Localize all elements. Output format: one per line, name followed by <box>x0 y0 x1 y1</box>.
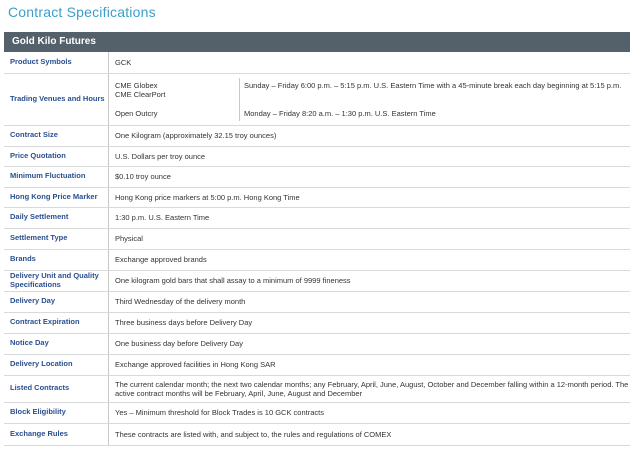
table-row <box>4 52 630 73</box>
row-value: One business day before Delivery Day <box>109 333 631 354</box>
table-row <box>4 423 630 445</box>
table-row <box>4 228 630 249</box>
row-label: Delivery Location <box>4 354 109 375</box>
row-label: Contract Expiration <box>4 312 109 333</box>
row-value <box>109 73 631 125</box>
row-value: 1:30 p.m. U.S. Eastern Time <box>109 207 631 228</box>
row-value: These contracts are listed with, and subject to, the rules and regulations of COMEX <box>109 423 631 445</box>
row-label: Price Quotation <box>4 146 109 166</box>
row-value: Physical <box>109 228 631 249</box>
venue-names: Open Outcry <box>115 108 158 118</box>
row-label: Listed Contracts <box>4 375 109 402</box>
row-value: Hong Kong price markers at 5:00 p.m. Hong Kong Time <box>109 187 631 207</box>
venue-hours: Sunday – Friday 6:00 p.m. – 5:15 p.m. U.S. Eastern Time with a 45-minute break each day beginning at 5:15 p.m. <box>244 80 622 90</box>
table-row <box>4 207 630 228</box>
row-label: Exchange Rules <box>4 423 109 445</box>
table-row <box>4 333 630 354</box>
venue-names: CME Globex CME ClearPort <box>115 80 166 99</box>
row-value: One kilogram gold bars that shall assay to a minimum of 9999 fineness <box>109 270 631 291</box>
table-header: Gold Kilo Futures <box>4 32 630 52</box>
spec-table <box>4 32 630 446</box>
page-title: Contract Specifications <box>8 4 156 20</box>
row-label: Product Symbols <box>4 52 109 73</box>
table-row <box>4 166 630 187</box>
row-value: One Kilogram (approximately 32.15 troy ounces) <box>109 125 631 146</box>
row-label: Delivery Day <box>4 291 109 312</box>
row-label: Block Eligibility <box>4 402 109 423</box>
table-row <box>4 146 630 166</box>
table-row <box>4 375 630 402</box>
table-row <box>4 354 630 375</box>
row-label: Brands <box>4 249 109 270</box>
row-label: Settlement Type <box>4 228 109 249</box>
row-value: Exchange approved brands <box>109 249 631 270</box>
table-row <box>4 402 630 423</box>
row-label: Daily Settlement <box>4 207 109 228</box>
row-value: Exchange approved facilities in Hong Kong SAR <box>109 354 631 375</box>
venue-hours: Monday – Friday 8:20 a.m. – 1:30 p.m. U.S. Eastern Time <box>244 108 436 118</box>
row-value: Third Wednesday of the delivery month <box>109 291 631 312</box>
table-row <box>4 187 630 207</box>
row-label: Notice Day <box>4 333 109 354</box>
row-label: Delivery Unit and Quality Specifications <box>4 270 109 291</box>
table-row <box>4 312 630 333</box>
row-label: Contract Size <box>4 125 109 146</box>
row-label: Trading Venues and Hours <box>4 73 109 125</box>
row-value: $0.10 troy ounce <box>109 166 631 187</box>
table-row <box>4 249 630 270</box>
row-label: Hong Kong Price Marker <box>4 187 109 207</box>
spec-rows <box>4 52 630 446</box>
row-label: Minimum Fluctuation <box>4 166 109 187</box>
row-value: The current calendar month; the next two calendar months; any February, April, June, August, October and December falling within a 12-month period. The active contract months will be February, April, June, August and December <box>109 375 631 402</box>
row-value: U.S. Dollars per troy ounce <box>109 146 631 166</box>
row-value: GCK <box>109 52 631 73</box>
table-row <box>4 291 630 312</box>
row-value: Three business days before Delivery Day <box>109 312 631 333</box>
row-value: Yes – Minimum threshold for Block Trades is 10 GCK contracts <box>109 402 631 423</box>
table-row <box>4 73 630 125</box>
table-row <box>4 270 630 291</box>
table-row <box>4 125 630 146</box>
